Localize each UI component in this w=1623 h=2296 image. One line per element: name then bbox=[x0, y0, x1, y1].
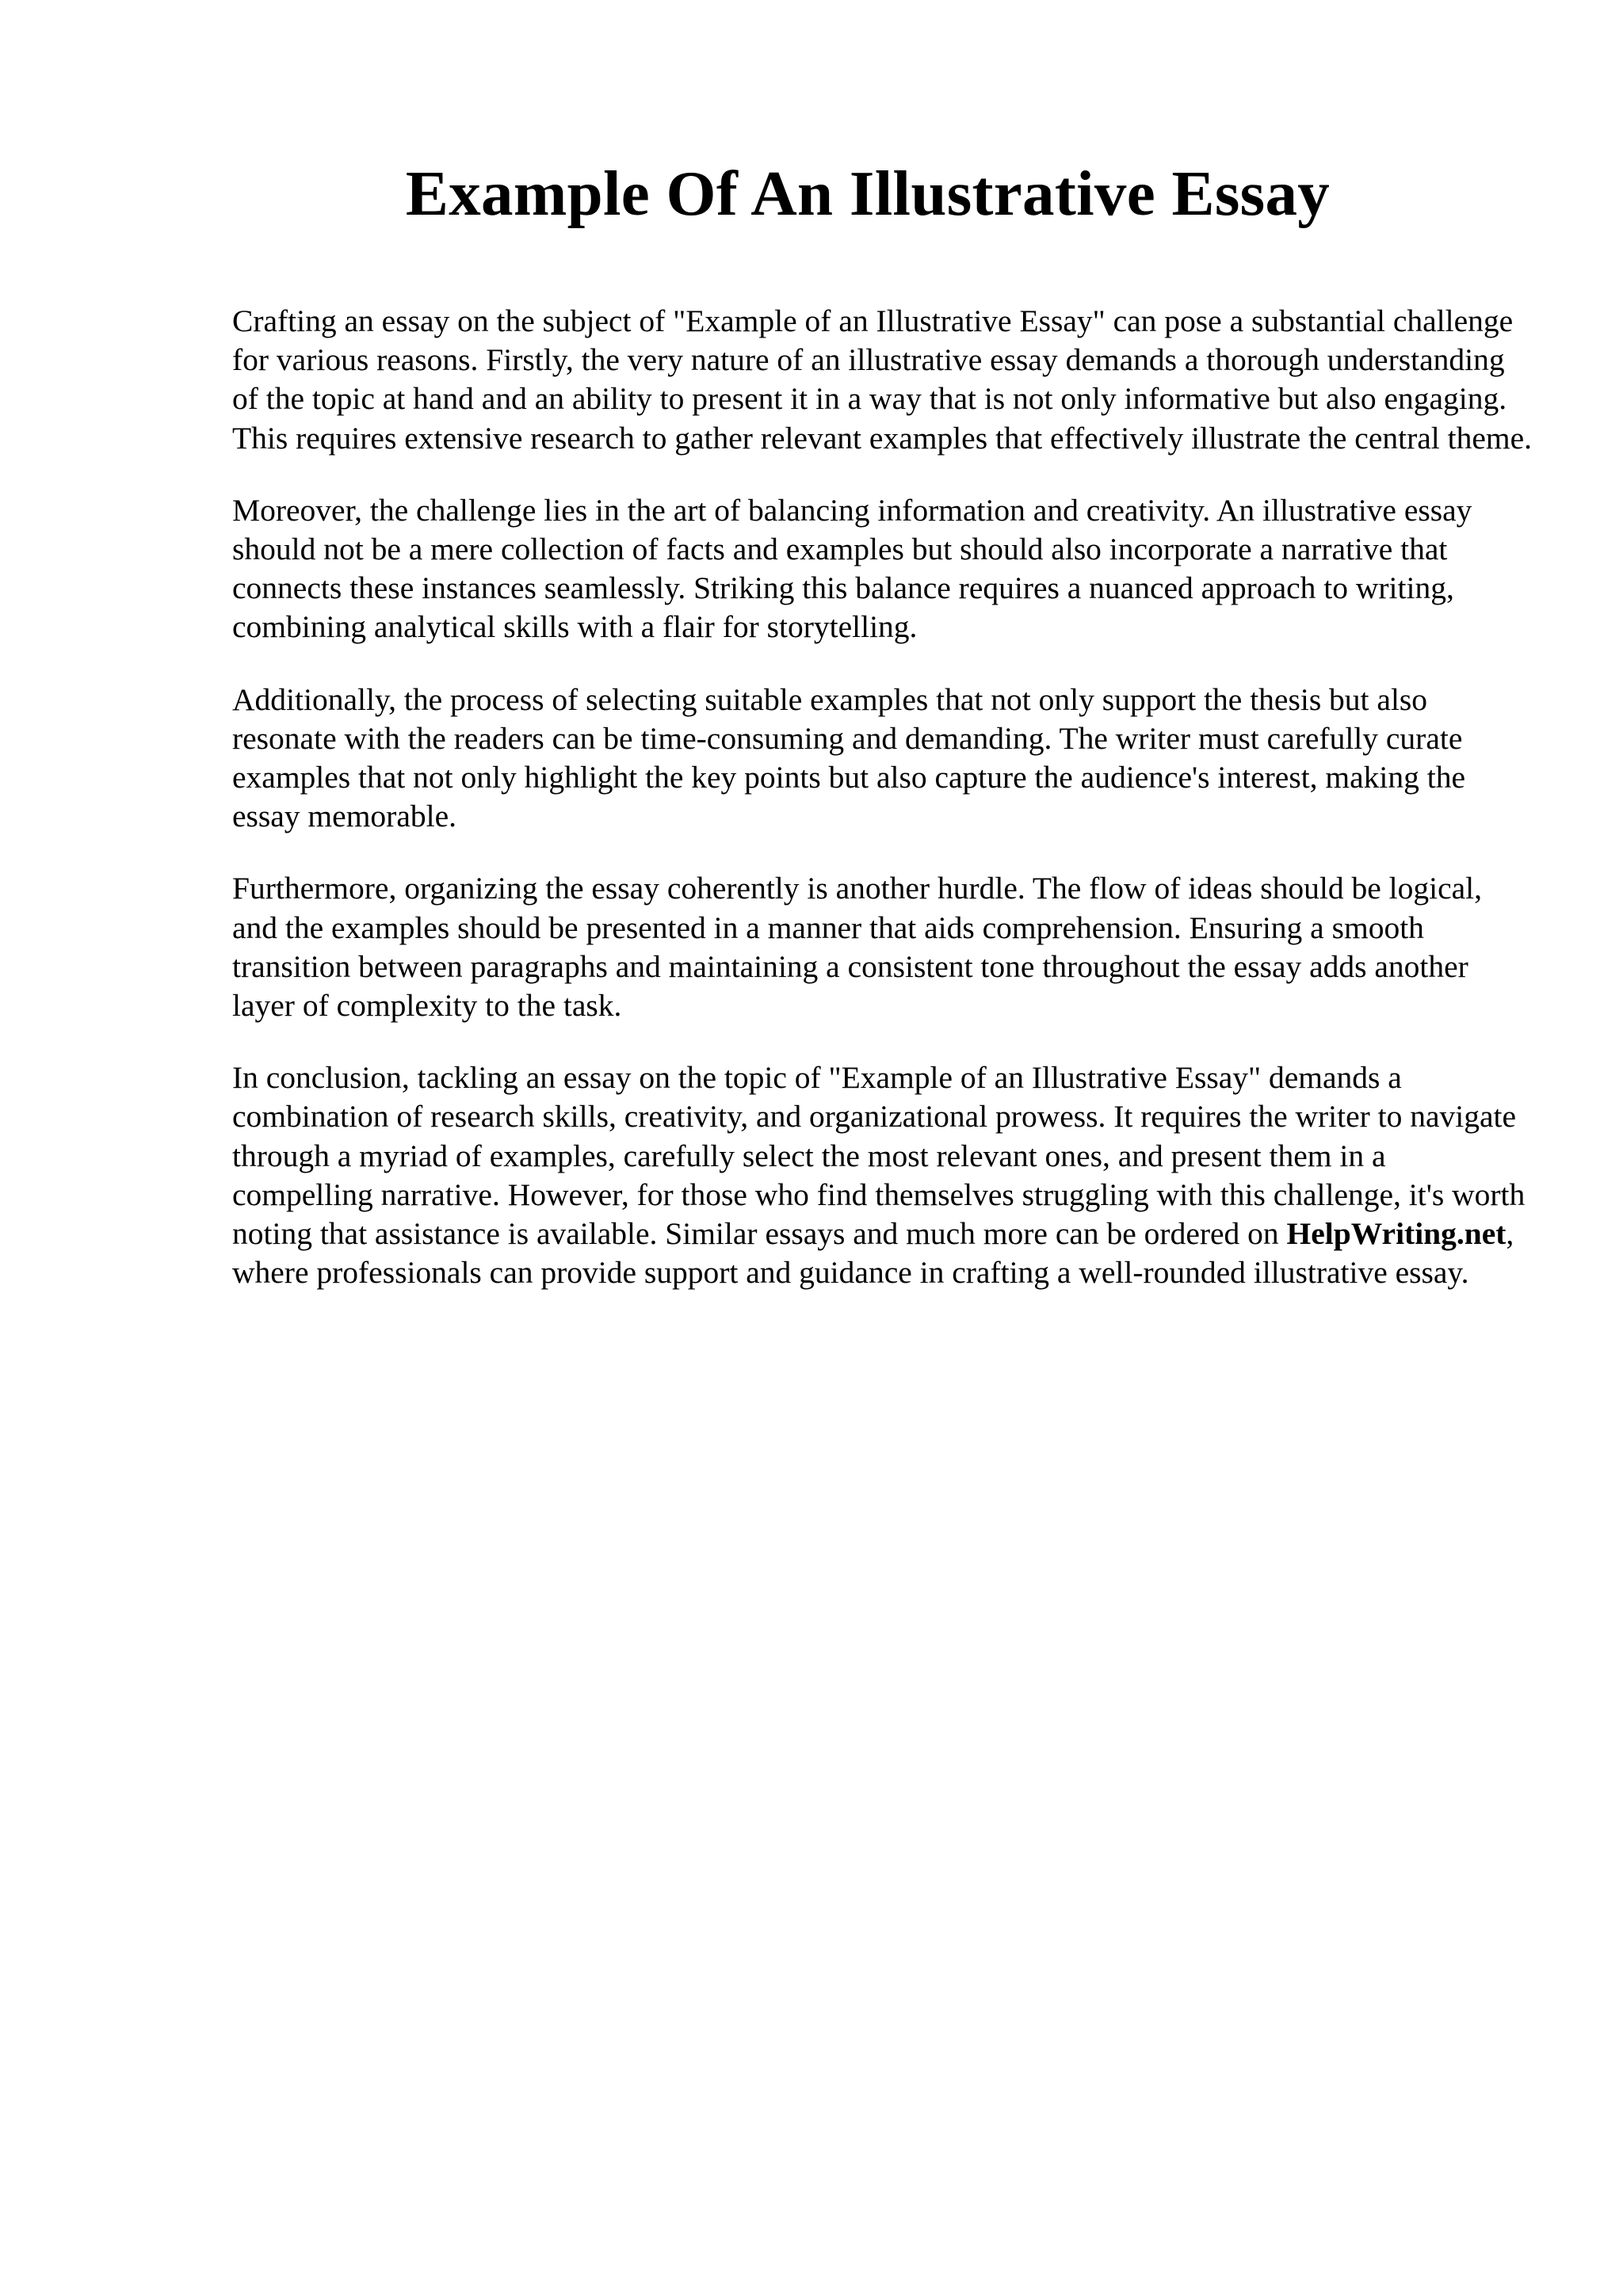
page-title: Example Of An Illustrative Essay bbox=[405, 158, 1331, 229]
helpwriting-link[interactable]: HelpWriting.net bbox=[1286, 1216, 1507, 1252]
paragraph-3: Additionally, the process of selecting suitable examples that not only support the thesis but also resonate with the readers can be time-consuming and demanding. The writer must carefully curate examples that not only highlight the key points but also capture the audience's interest, making the essay memorable. bbox=[232, 681, 1466, 834]
conclusion-text-after: , where professionals can provide support and guidance in crafting a well-rounded illustrative essay. bbox=[232, 1216, 1514, 1291]
paragraph-4: Furthermore, organizing the essay coherently is another hurdle. The flow of ideas should be logical, and the examples should be presented in a manner that aids comprehension. Ensuring a smooth transition between paragraphs and maintaining a consistent tone throughout the essay adds another layer of complexity to the task. bbox=[232, 871, 1483, 1024]
paragraph-1: Crafting an essay on the subject of "Example of an Illustrative Essay" can pose a substantial challenge for various reasons. Firstly, the very nature of an illustrative essay demands a thorough understanding of the topic at hand and an ability to present it in a way that is not only informative but also engaging. This requires extensive research to gather relevant examples that effectively illustrate the central theme. bbox=[232, 303, 1533, 456]
paragraph-conclusion bbox=[232, 1058, 1532, 1292]
paragraph-2: Moreover, the challenge lies in the art of balancing information and creativity. An illustrative essay should not be a mere collection of facts and examples but should also incorporate a narrative that connects these instances seamlessly. Striking this balance requires a nuanced approach to writing, combining analytical skills with a flair for storytelling. bbox=[232, 492, 1472, 645]
essay-body bbox=[232, 302, 1532, 1325]
conclusion-text-before: In conclusion, tackling an essay on the topic of "Example of an Illustrative Essay" demands a combination of research skills, creativity, and organizational prowess. It requires the writer to navigate through a myriad of examples, carefully select the most relevant ones, and present them in a compelling narrative. However, for those who find themselves struggling with this challenge, it's worth noting that assistance is available. Similar essays and much more can be ordered on bbox=[232, 1060, 1526, 1252]
